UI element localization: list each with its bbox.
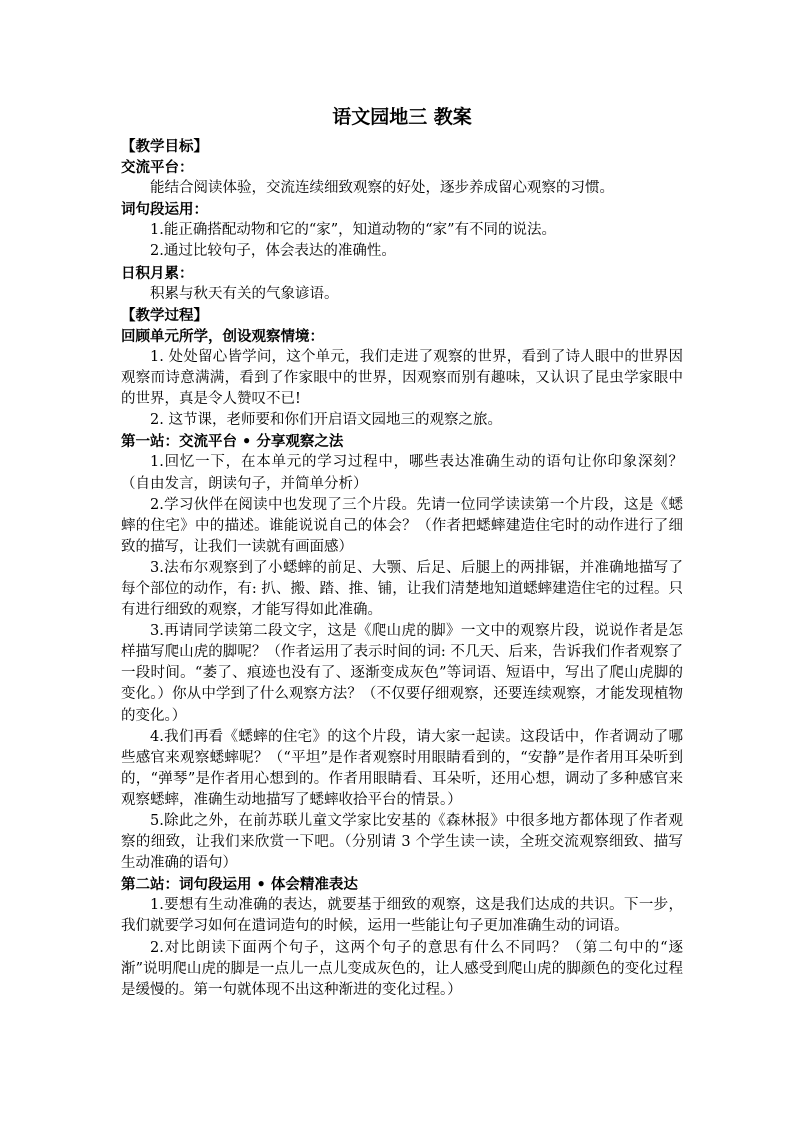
station1-paragraph: 4.我们再看《蟋蟀的住宅》的这个片段，请大家一起读。这段话中，作者调动了哪些感官来观察蟋蟀呢？（“平坦”是作者观察时用眼睛看到的，“安静”是作者用耳朵听到的，“弹琴”是作者用心想到的。作者用眼睛看、耳朵听，还用心想，调动了多种感官来观察蟋蟀，准确生动地描写了蟋蟀收拾平台的情景。） [121,728,683,808]
review-label: 回顾单元所学，创设观察情境： [121,327,324,345]
goals-header: 【教学目标】 [121,138,208,155]
goal-accumulate-text: 积累与秋天有关的气象谚语。 [150,285,339,302]
process-header: 【教学过程】 [121,306,208,324]
goal-words-item: 2.通过比较句子，体会表达的准确性。 [150,243,396,260]
station1-paragraph: 2.学习伙伴在阅读中也发现了三个片段。先请一位同学读读第一个片段，这是《蟋蟀的住宅》中的描述。谁能说说自己的体会？（作者把蟋蟀建造住宅时的动作进行了细致的描写，让我们一读就有画面感） [121,496,683,555]
station2-paragraph: 2.对比朗读下面两个句子，这两个句子的意思有什么不同吗？（第二句中的“逐渐”说明爬山虎的脚是一点儿一点儿变成灰色的，让人感受到爬山虎的脚颜色的变化过程是缓慢的。第一句就体现不出这种渐进的变化过程。） [121,939,683,998]
goal-exchange-label: 交流平台： [121,159,194,177]
station1-paragraph: 5.除此之外，在前苏联儿童文学家比安基的《森林报》中很多地方都体现了作者观察的细致，让我们来欣赏一下吧。（分别请 3 个学生读一读，全班交流观察细致、描写生动准确的语句） [121,813,683,872]
station1-paragraph: 1.回忆一下，在本单元的学习过程中，哪些表达准确生动的语句让你印象深刻？（自由发言，朗读句子，并简单分析） [121,454,683,492]
lesson-plan-document [121,104,683,1001]
station2-heading: 第二站：词句段运用 • 体会精准表达 [121,876,358,894]
station1-heading: 第一站：交流平台 • 分享观察之法 [121,433,344,451]
review-paragraph: 2. 这节课，老师要和你们开启语文园地三的观察之旅。 [150,412,502,429]
goal-words-label: 词句段运用： [121,201,208,219]
document-title: 语文园地三 教案 [332,106,472,128]
goal-exchange-text: 能结合阅读体验，交流连续细致观察的好处，逐步养成留心观察的习惯。 [150,180,614,197]
review-paragraph: 1. 处处留心皆学问，这个单元，我们走进了观察的世界，看到了诗人眼中的世界因观察而诗意满满，看到了作家眼中的世界，因观察而别有趣味，又认识了昆虫学家眼中的世界，真是令人赞叹不已! [121,348,683,408]
goal-accumulate-label: 日积月累： [121,264,194,282]
goal-words-item: 1.能正确搭配动物和它的“家”，知道动物的“家”有不同的说法。 [150,222,556,239]
station1-paragraph: 3.再请同学读第二段文字，这是《爬山虎的脚》一文中的观察片段，说说作者是怎样描写爬山虎的脚呢？（作者运用了表示时间的词: 不几天、后来，告诉我们作者观察了一段时间。“萎了、痕迹也没有了、逐渐变成灰色”等词语、短语中，写出了爬山虎脚的变化。）你从中学到了什么观察方法？（不仅要仔细观察，还要连续观察，才能发现植物的变化。） [121,623,683,724]
station1-paragraph: 3.法布尔观察到了小蟋蟀的前足、大颚、后足、后腿上的两排锯，并准确地描写了每个部位的动作，有: 扒、搬、踏、推、铺，让我们清楚地知道蟋蟀建造住宅的过程。只有进行细致的观察，才能写得如此准确。 [121,559,683,619]
station2-paragraph: 1.要想有生动准确的表达，就要基于细致的观察，这是我们达成的共识。下一步，我们就要学习如何在遣词造句的时候，运用一些能让句子更加准确生动的词语。 [121,897,683,935]
